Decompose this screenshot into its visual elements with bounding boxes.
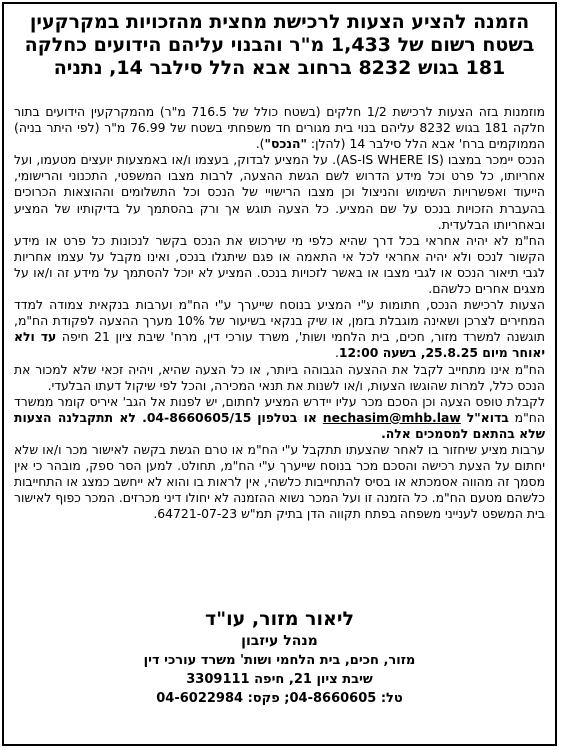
p2-text-b: . על המציע לבדוק, בעצמו ו/או באמצעות יועצים מטעמו, ועל אחריותו, כל פרט וכל מידע הדרוש לשם הגשת ההצעה, לרבות מצבו המשפטי, התכנוני והרישומי, הייעוד ואפשרויות השימוש והניצול וכן מצבו הרישויי של הנכס וכל התשלומים וההוצאות הכרוכים בהעברת הזכויות בנכס על שם המציע. כל הצעה תוגש אך ורק בהסתמך על בדיקותיו של המציע ובאחריותו הבלעדית. [14,152,545,232]
headline-line-3: 181 בגוש 8232 ברחוב אבא הלל סילבר 14, נתניה [53,57,506,79]
signatory-role: מנהל עיזבון [241,633,318,649]
phone-prefix: או בטלפון [257,409,317,425]
p4-text: הצעות לרכישת הנכס, חתומות ע"י המציע בנוסח שייערך ע"י הח"מ וערבות בנקאית צמודה למדד המחירים לצרכן ושאינה מוגבלת בזמן, או שיק בנקאי בשיעור של 10% מערך ההצעה לפקודת הח"מ, תוגשנה למשרד מזור, חכים, בית הלחמי ושות', משרד עורכי דין, מרח' שיבת ציון 21 חיפה [14,297,546,345]
law-firm-name: מזור, חכים, בית הלחמי ושות' משרד עורכי דין [143,653,416,668]
law-firm-phones: טל: 04-8660605; פקס: 04-6022984 [156,691,403,706]
paragraph-guarantee-terms: ערבות מציע שיחזור בו לאחר שהצעתו תתקבל ע"י הח"מ או טרם הגשת בקשה לאישור מכר ו/או שלא יחתום על הצעת רכישה והסכם מכר בנוסח שייערך ע"י הח"מ, תחולט. למען הסר ספק, מובהר כי אין מסמך זה מהווה אסמכתא או בסיס להתחייבות כלשהי, אין לראות בו והוא לא ייחשב כמצג או התחייבות כלשהם מטעם הח"מ. כל הזמנה זו ועל המכר נשוא ההזמנה לא יחולו דיני מכרזים. המכר כפוף לאישור בית המשפט לענייני משפחה בפתח תקווה הדן בתיק תמ"ש 64721-07-23. [14,441,545,522]
email-prefix: בדוא"ל [466,409,509,425]
headline-line-2: בשטח רשום של 1,433 מ"ר והבנוי עליהם הידועים כחלקה [24,34,535,56]
headline-line-1: הזמנה להציע הצעות לרכישת מחצית מהזכויות במקרקעין [29,11,530,33]
legal-notice [2,2,557,746]
paragraph-disclaimer: הח"מ לא יהיה אחראי בכל דרך שהיא כלפי מי שירכוש את הנכס בקשר לנכונות כל פרט או מידע הקשור לנכס ולא יהיה אחראי לכל אי התאמה או פגם שיתגלו בנכס, ואינו מקבל על עצמו אחריות לגבי תיאור הנכס או לגבי מצבו או באשר לזכויות בנכס. המציע לא יוכל להסתמך על מידע זה ו/או על מצגים אחרים כלשהם. [14,232,545,297]
paragraph-as-is [14,152,545,232]
p1-end: ). [255,136,265,152]
defined-term-property: "הנכס" [264,136,307,152]
contact-phone[interactable]: 04-8660605/15 [146,409,252,425]
p1-text: מוזמנות בזה הצעות לרכישת 1/2 חלקים (בשטח כולל של 716.5 מ"ר) מהמקרקעין הידועים בתור חלקה 181 בגוש 8232 עליהם בנוי בית מגורים חד משפחתי בשטח של 76.99 מ"ר (לפי היתר בניה) הממוקמים ברח' אבא הלל סילבר 14 (להלן: [14,104,545,152]
paragraph-property-description [14,104,545,152]
offers-warning: . לא תתקבלנה הצעות שלא בהתאם למסמכים אלה. [14,409,545,441]
notice-body [14,104,545,522]
law-firm-address: שיבת ציון 21, חיפה 3309111 [186,672,373,687]
p4-end: . [334,345,339,361]
as-is-term: (AS-IS WHERE IS) [336,152,444,168]
notice-headline [12,11,547,80]
signature-block [12,607,547,708]
signatory-name: ליאור מזור, עו"ד [205,608,354,630]
paragraph-submission [14,297,545,361]
email-link[interactable]: nechasim@mhb.law [322,409,461,425]
submission-deadline: עד ולא יאוחר מיום 25.8.25, בשעה 12:00 [14,329,545,361]
paragraph-contact [14,394,545,442]
paragraph-no-obligation: הח"מ אינו מתחייב לקבל את ההצעה הגבוהה ביותר, או כל הצעה שהיא, ויהיה זכאי שלא למכור את הנכס כלל, למרות שהוגשו הצעות, ו/או לשנות את תנאי המכירה, והכל לפי שיקול דעתו הבלעדי. [14,361,545,393]
p6-text: לקבלת טופס הצעה וכן הסכם מכר עליו יידרש המציע לחתום, יש לפנות אל הגב' איריס קומר ממשרד הח"מ [14,393,545,425]
p2-text-a: הנכס יימכר במצבו [443,152,545,168]
